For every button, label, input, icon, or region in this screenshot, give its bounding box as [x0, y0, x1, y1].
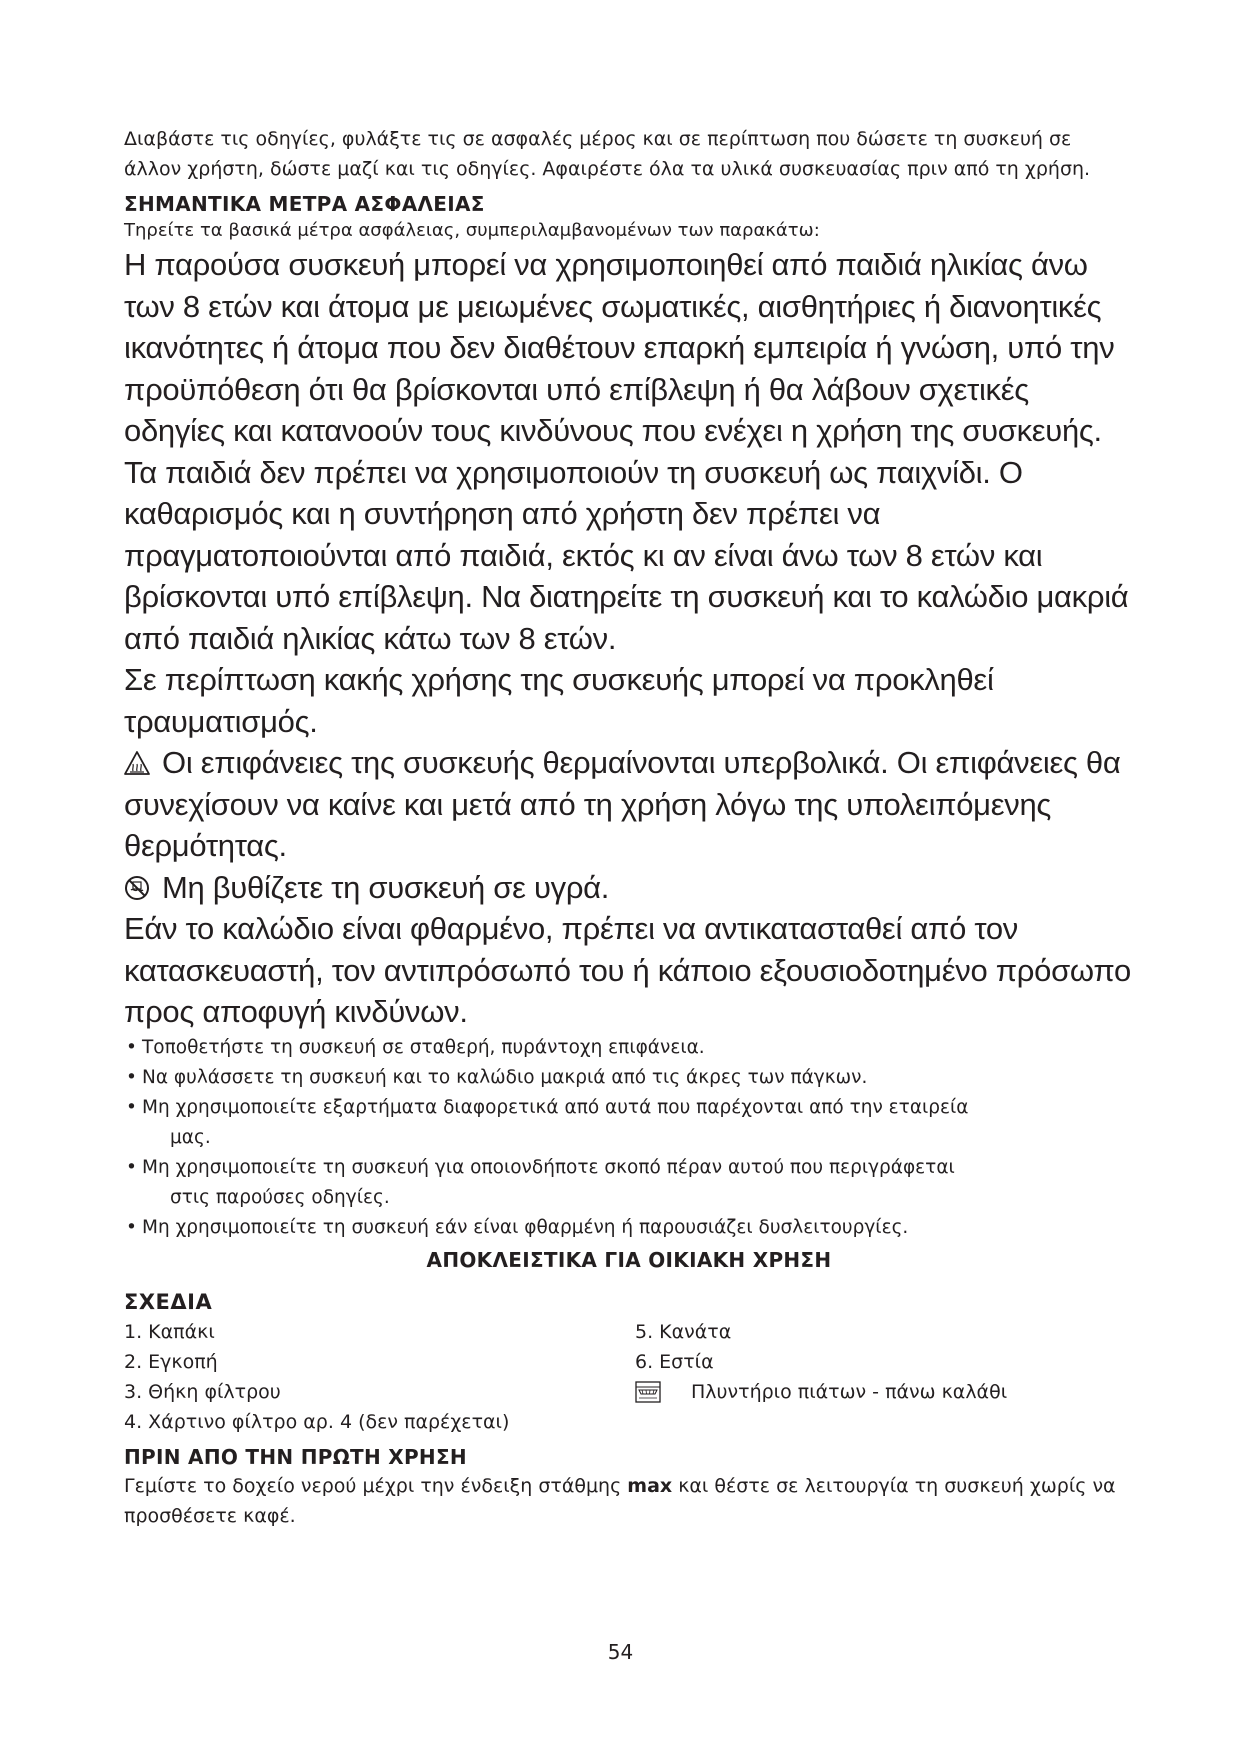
part-item: 1. Καπάκι [124, 1320, 215, 1343]
dishwasher-note: Πλυντήριο πιάτων - πάνω καλάθι [691, 1380, 1008, 1403]
hot-surface-warning: Οι επιφάνειες της συσκευής θερμαίνονται υπερβολικά. Οι επιφάνειες θα συνεχίσουν να καίνε και μετά από τη χρήση λόγω της υπολειπόμενης θερμότητας. [124, 745, 1121, 863]
dishwasher-icon [635, 1381, 661, 1403]
list-item: • Τοποθετήστε τη συσκευή σε σταθερή, πυράντοχη επιφάνεια. [124, 1033, 1134, 1063]
page-number: 54 [607, 1640, 634, 1664]
part-item: 2. Εγκοπή [124, 1350, 218, 1373]
first-use-text: Γεμίστε το δοχείο νερού μέχρι την ένδειξη στάθμης max και θέστε σε λειτουργία τη συσκευή χωρίς να προσθέσετε καφέ. [124, 1474, 1116, 1527]
hot-surface-paragraph [124, 742, 1134, 867]
no-immersion-icon [124, 875, 150, 901]
parts-column-right [635, 1317, 1007, 1407]
intro-text: Διαβάστε τις οδηγίες, φυλάξτε τις σε ασφαλές μέρος και σε περίπτωση που δώσετε τη συσκευή σε άλλον χρήστη, δώστε μαζί και τις οδηγίες. Αφαιρέστε όλα τα υλικά συσκευασίας πριν από τη χρήση. [124, 128, 1091, 180]
household-only-heading: ΑΠΟΚΛΕΙΣΤΙΚΑ ΓΙΑ ΟΙΚΙΑΚΗ ΧΡΗΣΗ [426, 1247, 832, 1272]
immersion-paragraph [124, 867, 1134, 909]
max-marker: max [627, 1474, 673, 1497]
list-item: • Μη χρησιμοποιείτε εξαρτήματα διαφορετικά από αυτά που παρέχονται από την εταιρεία μας. [124, 1093, 1134, 1153]
safety-subheading: Τηρείτε τα βασικά μέτρα ασφάλειας, συμπεριλαμβανομένων των παρακάτω: [124, 220, 820, 241]
immersion-warning: Μη βυθίζετε τη συσκευή σε υγρά. [162, 869, 610, 905]
part-item: 4. Χάρτινο φίλτρο αρ. 4 (δεν παρέχεται) [124, 1410, 510, 1433]
parts-heading: ΣΧΕΔΙΑ [124, 1289, 213, 1314]
misuse-warning: Σε περίπτωση κακής χρήσης της συσκευής μπορεί να προκληθεί τραυματισμός. [124, 662, 994, 739]
part-item: 5. Κανάτα [635, 1320, 732, 1343]
parts-column-left [124, 1317, 509, 1437]
hot-surface-warning-icon [124, 750, 150, 776]
safety-bullet-list [124, 1033, 1134, 1243]
manual-page [124, 124, 1134, 1531]
list-item: • Να φυλάσσετε τη συσκευή και το καλώδιο μακριά από τις άκρες των πάγκων. [124, 1063, 1134, 1093]
part-item: 3. Θήκη φίλτρου [124, 1380, 281, 1403]
parts-list [124, 1317, 1134, 1437]
first-use-heading: ΠΡΙΝ ΑΠΟ ΤΗΝ ΠΡΩΤΗ ΧΡΗΣΗ [124, 1444, 467, 1469]
dishwasher-note-row [635, 1377, 1007, 1407]
cord-warning: Εάν το καλώδιο είναι φθαρμένο, πρέπει να αντικατασταθεί από τον κατασκευαστή, τον αντιπρόσωπό του ή κάποιο εξουσιοδοτημένο πρόσωπο προς αποφυγή κινδύνων. [124, 911, 1131, 1029]
children-warning: Η παρούσα συσκευή μπορεί να χρησιμοποιηθεί από παιδιά ηλικίας άνω των 8 ετών και άτομα με μειωμένες σωματικές, αισθητήριες ή διανοητικές ικανότητες ή άτομα που δεν διαθέτουν επαρκή εμπειρία ή γνώση, υπό την προϋπόθεση ότι θα βρίσκονται υπό επίβλεψη ή θα λάβουν σχετικές οδηγίες και κατανοούν τους κινδύνους που ενέχει η χρήση της συσκευής. Τα παιδιά δεν πρέπει να χρησιμοποιούν τη συσκευή ως παιχνίδι. Ο καθαρισμός και η συντήρηση από χρήστη δεν πρέπει να πραγματοποιούνται από παιδιά, εκτός κι αν είναι άνω των 8 ετών και βρίσκονται υπό επίβλεψη. Να διατηρείτε τη συσκευή και το καλώδιο μακριά από παιδιά ηλικίας κάτω των 8 ετών. [124, 247, 1129, 656]
list-item: • Μη χρησιμοποιείτε τη συσκευή εάν είναι φθαρμένη ή παρουσιάζει δυσλειτουργίες. [124, 1213, 1134, 1243]
safety-heading: ΣΗΜΑΝΤΙΚΑ ΜΕΤΡΑ ΑΣΦΑΛΕΙΑΣ [124, 192, 485, 216]
list-item: • Μη χρησιμοποιείτε τη συσκευή για οποιονδήποτε σκοπό πέραν αυτού που περιγράφεται στις παρούσες οδηγίες. [124, 1153, 1134, 1213]
part-item: 6. Εστία [635, 1350, 714, 1373]
